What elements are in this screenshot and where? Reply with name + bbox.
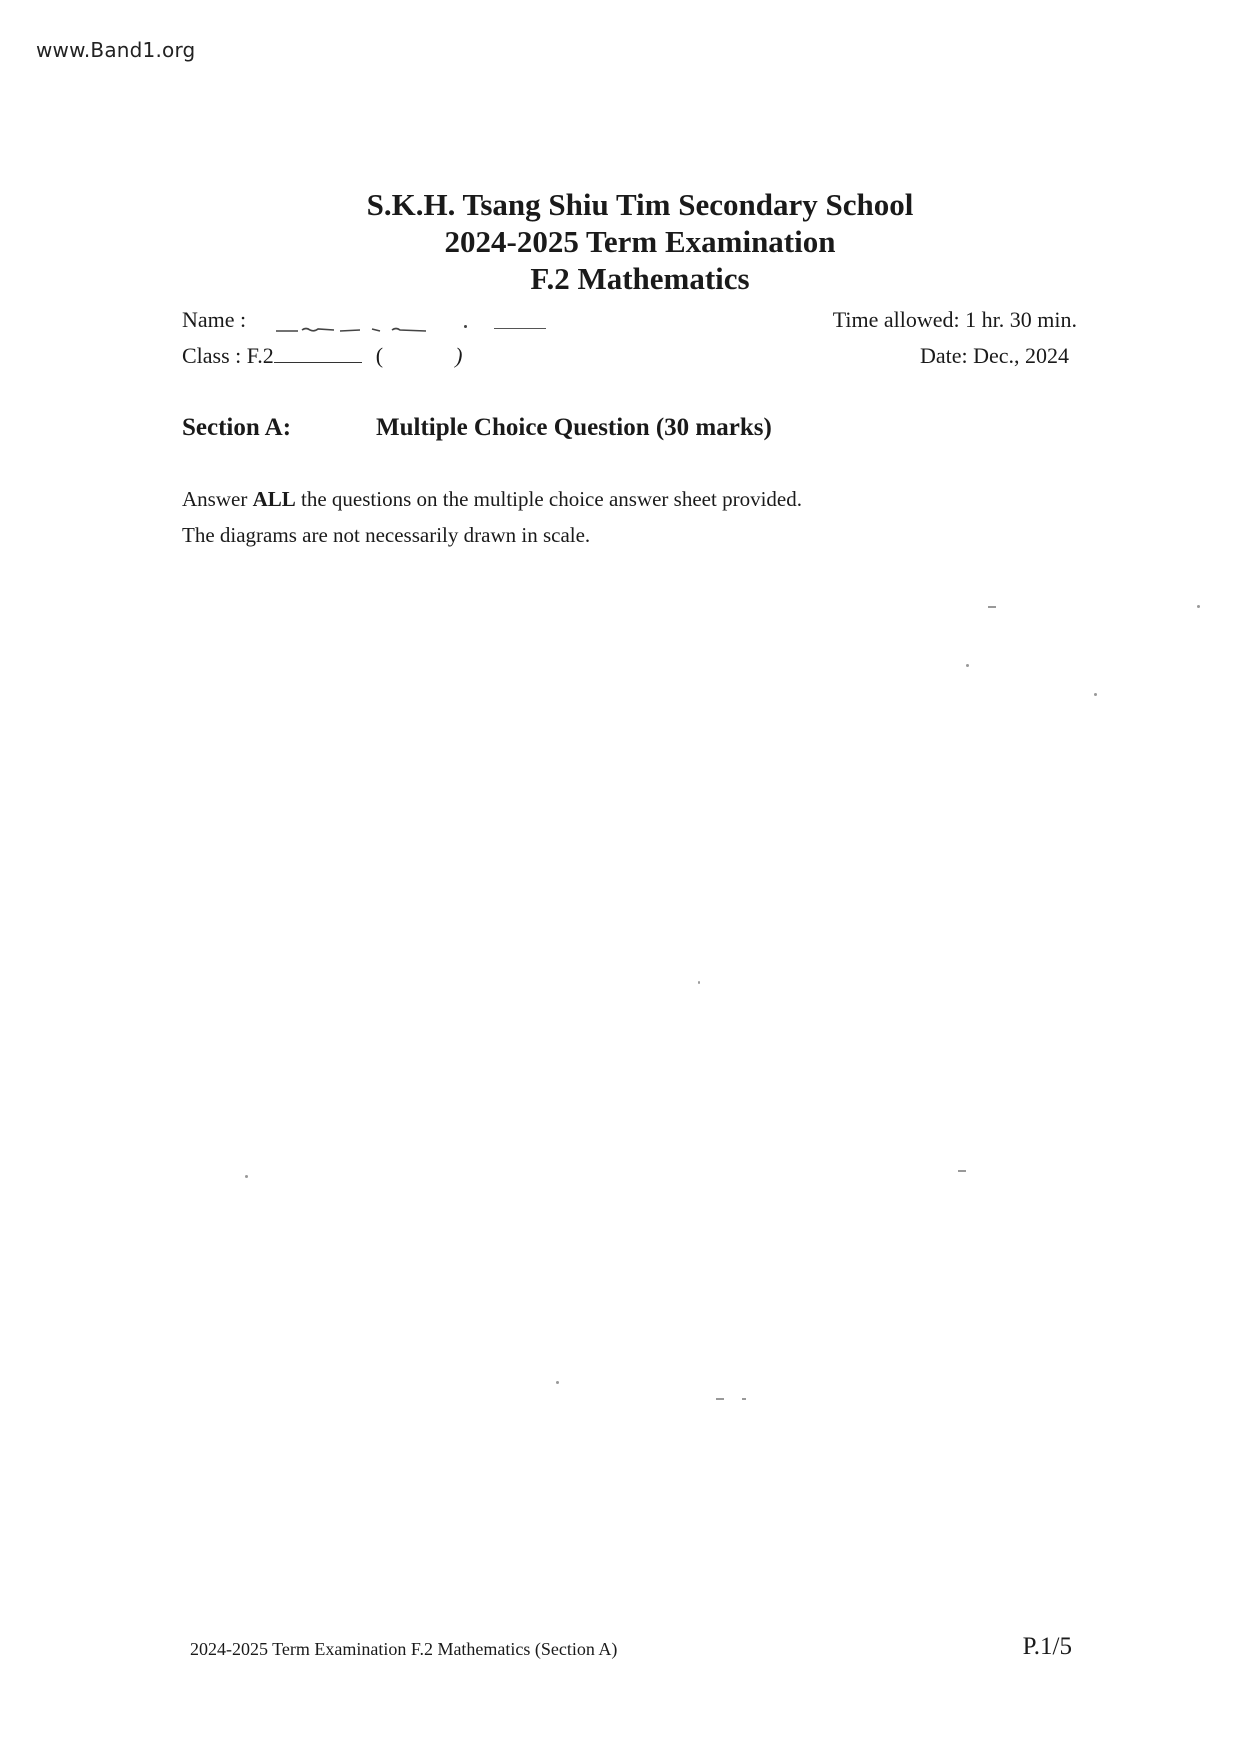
page-number: P.1/5 [1022, 1633, 1072, 1660]
name-label: Name : [182, 307, 247, 332]
instruction-suffix: the questions on the multiple choice answer sheet provided. [301, 487, 802, 511]
class-row [182, 343, 462, 369]
scan-speck [698, 981, 700, 984]
name-handwriting [276, 324, 446, 334]
class-label: Class : F.2 [182, 343, 274, 368]
scan-speck [742, 1398, 746, 1400]
scan-speck [958, 1170, 966, 1172]
subject-title: F.2 Mathematics [530, 261, 750, 296]
class-paren-close: ) [455, 343, 463, 368]
section-title: Multiple Choice Question (30 marks) [376, 414, 772, 441]
name-blank-line [494, 328, 546, 329]
scan-speck [1197, 605, 1200, 608]
instruction-line-1 [182, 487, 802, 512]
exam-title: 2024-2025 Term Examination [444, 224, 836, 259]
exam-date: Date: Dec., 2024 [919, 343, 1069, 368]
school-name: S.K.H. Tsang Shiu Tim Secondary School [366, 187, 914, 222]
scan-speck [988, 606, 996, 608]
time-allowed: Time allowed: 1 hr. 30 min. [832, 307, 1077, 332]
scan-speck [716, 1398, 724, 1400]
scan-speck [245, 1175, 248, 1178]
instruction-line-2: The diagrams are not necessarily drawn in scale. [182, 523, 591, 547]
name-dot-mark [464, 325, 467, 328]
instruction-emphasis: ALL [252, 487, 296, 511]
class-blank [274, 346, 362, 363]
scan-speck [556, 1381, 559, 1384]
section-label: Section A: [182, 414, 292, 441]
name-row [182, 307, 246, 333]
class-paren-open: ( [375, 343, 384, 368]
instruction-prefix: Answer [182, 487, 248, 511]
exam-header [0, 186, 1240, 297]
footer-title: 2024-2025 Term Examination F.2 Mathematics (Section A) [190, 1639, 618, 1659]
scan-speck [1094, 693, 1097, 696]
scan-speck [966, 664, 969, 667]
watermark-url: www.Band1.org [36, 38, 196, 62]
